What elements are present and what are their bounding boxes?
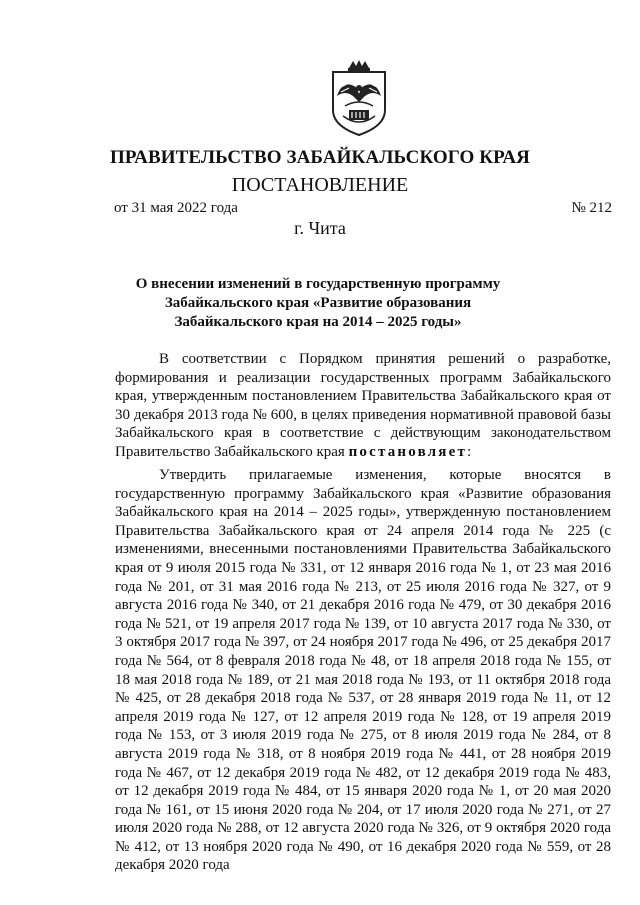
- government-title: ПРАВИТЕЛЬСТВО ЗАБАЙКАЛЬСКОГО КРАЯ: [109, 147, 530, 168]
- body-paragraph-2: [115, 466, 611, 875]
- resolution-keyword: постановляет: [348, 443, 468, 460]
- paragraph-1-text: В соответствии с Порядком принятия решений о разработке, формирования и реализации государственных программ Забайкальского края, утвержденным постановлением Правительства Забайкальского края от 30 декабря 2013 года № 600, в целях приведения нормативной правовой базы Забайкальского края в соответствие с действующим законодательством Правительство Забайкальского края: [115, 351, 611, 460]
- document-city: г. Чита: [294, 218, 346, 238]
- document-date: от 31 мая 2022 года: [114, 200, 238, 216]
- document-type: ПОСТАНОВЛЕНИЕ: [231, 174, 409, 196]
- coat-of-arms-icon: [327, 58, 391, 138]
- document-subject: О внесении изменений в государственную программу Забайкальского края «Развитие образования Забайкальского края на 2014 – 2025 годы»: [135, 276, 501, 330]
- paragraph-1-end: :: [467, 443, 472, 460]
- paragraph-2-text: Утвердить прилагаемые изменения, которые вносятся в государственную программу Забайкальского края «Развитие образования Забайкальского края на 2014 – 2025 годы», утвержденную постановлением Правительства Забайкальского края от 24 апреля 2014 года № 225 (с изменениями, внесенными постановлениями Правительства Забайкальского края от 9 июля 2015 года № 331, от 12 января 2016 года № 1, от 23 мая 2016 года № 201, от 31 мая 2016 года № 213, от 25 июля 2016 года № 327, от 9 августа 2016 года № 340, от 21 декабря 2016 года № 479, от 30 декабря 2016 года № 521, от 19 апреля 2017 года № 139, от 10 августа 2017 года № 330, от 3 октября 2017 года № 397, от 24 ноября 2017 года № 496, от 25 декабря 2017 года № 564, от 8 февраля 2018 года № 48, от 18 апреля 2018 года № 155, от 18 мая 2018 года № 189, от 21 мая 2018 года № 193, от 11 октября 2018 года № 425, от 28 декабря 2018 года № 537, от 28 января 2019 года № 11, от 12 апреля 2019 года № 127, от 12 апреля 2019 года № 128, от 19 апреля 2019 года № 153, от 3 июля 2019 года № 275, от 8 июля 2019 года № 284, от 8 августа 2019 года № 318, от 8 ноября 2019 года № 441, от 28 ноября 2019 года № 467, от 12 декабря 2019 года № 482, от 12 декабря 2019 года № 483, от 12 декабря 2019 года № 484, от 15 января 2020 года № 1, от 20 мая 2020 года № 161, от 15 июня 2020 года № 204, от 17 июля 2020 года № 271, от 27 июля 2020 года № 288, от 12 августа 2020 года № 326, от 9 октября 2020 года № 412, от 13 ноября 2020 года № 490, от 16 декабря 2020 года № 559, от 28 декабря 2020 года: [115, 467, 611, 874]
- body-paragraph-1: [115, 350, 611, 462]
- document-number: № 212: [571, 200, 612, 216]
